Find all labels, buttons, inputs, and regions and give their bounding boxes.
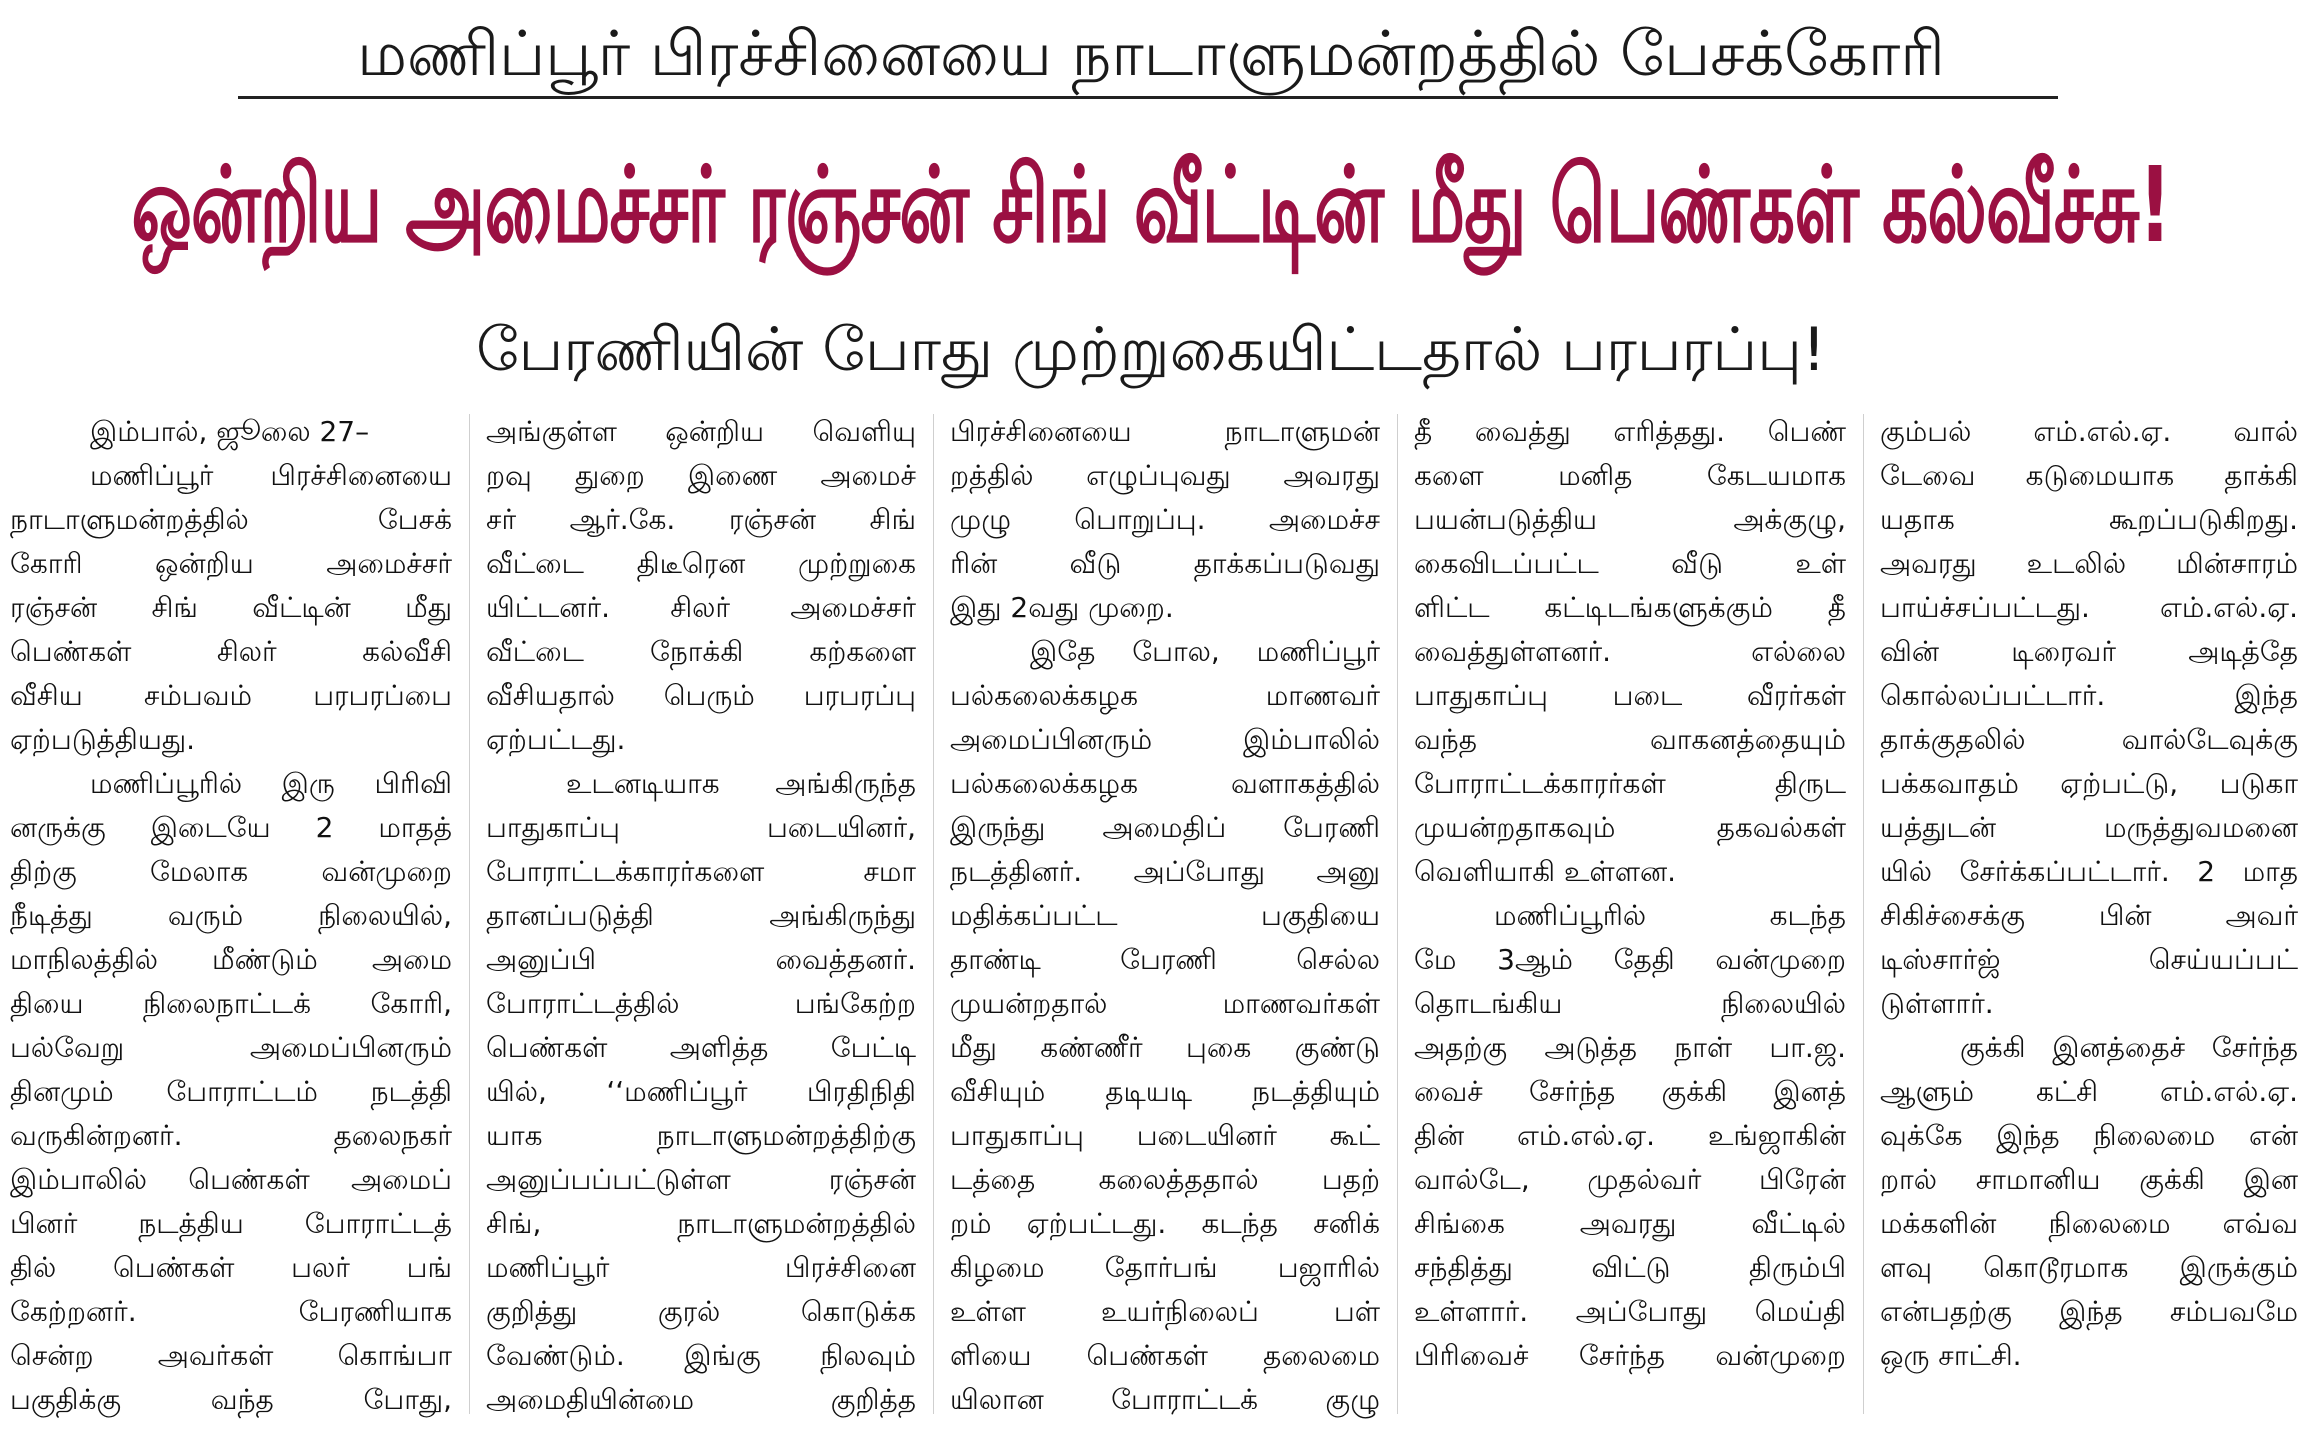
article-line: ளிட்ட கட்டிடங்களுக்கும் தீ [1414,591,1846,624]
article-line: மதிக்கப்பட்ட பகுதியை [950,899,1380,932]
article-line: யிலான போராட்டக் குழு [950,1383,1380,1416]
article-line: வைத்துள்ளனர். எல்லை [1414,635,1846,668]
article-line: நாடாளுமன்றத்தில் பேசக் [10,503,452,536]
article-line: போராட்டக்காரர்களை சமா [486,855,916,888]
article-line: டத்தை கலைத்ததால் பதற் [950,1163,1380,1196]
article-line: பக்கவாதம் ஏற்பட்டு, படுகா [1880,767,2298,800]
column-divider [933,414,934,1414]
article-line: கேற்றனர். பேரணியாக [10,1295,452,1328]
article-line: ஒரு சாட்சி. [1880,1339,2022,1372]
article-line: யத்துடன் மருத்துவமனை [1880,811,2298,844]
column-divider [1397,414,1398,1414]
article-line: உடனடியாக அங்கிருந்த [566,767,916,800]
article-line: டிஸ்சார்ஜ் செய்யப்பட் [1880,943,2298,976]
article-line: றத்தில் எழுப்புவது அவரது [950,459,1380,492]
article-line: அனுப்பப்பட்டுள்ள ரஞ்சன் [486,1163,916,1196]
article-line: கும்பல் எம்.எல்.ஏ. வால் [1880,415,2298,448]
article-line: வெளியாகி உள்ளன. [1414,855,1677,888]
article-line: பிரச்சினையை நாடாளுமன் [950,415,1380,448]
article-line: வீசியதால் பெரும் பரபரப்பு [486,679,916,712]
article-line: யில் சேர்க்கப்பட்டார். 2 மாத [1880,855,2298,888]
article-line: யிட்டனர். சிலர் அமைச்சர் [486,591,916,624]
article-line: பல்வேறு அமைப்பினரும் [10,1031,452,1064]
article-line: சிங், நாடாளுமன்றத்தில் [486,1207,916,1240]
article-line: பகுதிக்கு வந்த போது, [10,1383,452,1416]
article-line: தின் எம்.எல்.ஏ. உங்ஜாகின் [1414,1119,1846,1152]
article-line: ஆளும் கட்சி எம்.எல்.ஏ. [1880,1075,2298,1108]
article-line: ளியை பெண்கள் தலைமை [950,1339,1380,1372]
article-line: சென்ற அவர்கள் கொங்பா [10,1339,452,1372]
article-line: போராட்டத்தில் பங்கேற்ற [486,987,916,1020]
article-line: ரஞ்சன் சிங் வீட்டின் மீது [10,591,452,624]
article-line: அமைப்பினரும் இம்பாலில் [950,723,1380,756]
article-line: வால்டே, முதல்வர் பிரேன் [1414,1163,1846,1196]
article-column-1 [10,410,452,1424]
article-line: ளவு கொடூரமாக இருக்கும் [1880,1251,2298,1284]
article-line: மே 3ஆம் தேதி வன்முறை [1414,943,1846,976]
article-line: குறித்து குரல் கொடுக்க [486,1295,916,1328]
article-line: மணிப்பூரில் கடந்த [1494,899,1846,932]
article-line: ஏற்படுத்தியது. [10,723,196,756]
article-line: பினர் நடத்திய போராட்டத் [10,1207,452,1240]
article-line: மணிப்பூர் பிரச்சினை [486,1251,916,1284]
article-line: பெண்கள் அளித்த பேட்டி [486,1031,916,1064]
main-headline: ஒன்றிய அமைச்சர் ரஞ்சன் சிங் வீட்டின் மீது பெண்கள் கல்வீச்சு! [131,144,2171,266]
article-line: தாக்குதலில் வால்டேவுக்கு [1880,723,2298,756]
article-line: உள்ள உயர்நிலைப் பள் [950,1295,1380,1328]
article-line: சந்தித்து விட்டு திரும்பி [1414,1251,1846,1284]
article-line: கைவிடப்பட்ட வீடு உள் [1414,547,1846,580]
article-line: குக்கி இனத்தைச் சேர்ந்த [1960,1031,2298,1064]
article-line: பிரிவைச் சேர்ந்த வன்முறை [1414,1339,1846,1372]
article-line: டேவை கடுமையாக தாக்கி [1880,459,2298,492]
article-line: நீடித்து வரும் நிலையில், [10,899,452,932]
article-line: போராட்டக்காரர்கள் திருட [1414,767,1846,800]
article-line: இது 2வது முறை. [950,591,1174,624]
column-divider [469,414,470,1414]
article-line: றம் ஏற்பட்டது. கடந்த சனிக் [950,1207,1380,1240]
article-line: கொல்லப்பட்டார். இந்த [1880,679,2298,712]
article-line: தானப்படுத்தி அங்கிருந்து [486,899,916,932]
article-line: வந்த வாகனத்தையும் [1414,723,1846,756]
article-line: நடத்தினர். அப்போது அனு [950,855,1380,888]
article-line: பல்கலைக்கழக மாணவர் [950,679,1380,712]
article-line: சிங்கை அவரது வீட்டில் [1414,1207,1846,1240]
article-line: சர் ஆர்.கே. ரஞ்சன் சிங் [486,503,916,536]
article-line: தில் பெண்கள் பலர் பங் [10,1251,452,1284]
article-line: கிழமை தோர்பங் பஜாரில் [950,1251,1380,1284]
article-line: சிகிச்சைக்கு பின் அவர் [1880,899,2298,932]
article-line: வீட்டை நோக்கி கற்களை [486,635,916,668]
article-line: வருகின்றனர். தலைநகர் [10,1119,452,1152]
article-line: முழு பொறுப்பு. அமைச்ச [950,503,1380,536]
column-divider [1863,414,1864,1414]
article-line: வைச் சேர்ந்த குக்கி இனத் [1414,1075,1846,1108]
article-line: பாய்ச்சப்பட்டது. எம்.எல்.ஏ. [1880,591,2298,624]
article-line: யில், ‘‘மணிப்பூர் பிரதிநிதி [486,1075,916,1108]
article-line: தினமும் போராட்டம் நடத்தி [10,1075,452,1108]
article-line: மீது கண்ணீர் புகை குண்டு [950,1031,1380,1064]
article-line: அங்குள்ள ஒன்றிய வெளியு [486,415,916,448]
article-line: டுள்ளார். [1880,987,1994,1020]
article-line: அமைதியின்மை குறித்த [486,1383,916,1416]
article-line: பாதுகாப்பு படையினர் கூட் [950,1119,1380,1152]
article-line: அனுப்பி வைத்தனர். [486,943,916,976]
article-line: கோரி ஒன்றிய அமைச்சர் [10,547,452,580]
article-line: வின் டிரைவர் அடித்தே [1880,635,2298,668]
article-line: மக்களின் நிலைமை எவ்வ [1880,1207,2298,1240]
article-column-4 [1414,410,1846,1424]
article-line: இதே போல, மணிப்பூர் [1030,635,1380,668]
article-line: திற்கு மேலாக வன்முறை [10,855,452,888]
article-line: மணிப்பூர் பிரச்சினையை [90,459,452,492]
article-line: வுக்கே இந்த நிலைமை என் [1880,1119,2298,1152]
article-column-5 [1880,410,2298,1424]
article-column-3 [950,410,1380,1424]
article-line: என்பதற்கு இந்த சம்பவமே [1880,1295,2298,1328]
article-line: வேண்டும். இங்கு நிலவும் [486,1339,916,1372]
sub-headline: பேரணியின் போது முற்றுகையிட்டதால் பரபரப்பு! [476,315,1826,385]
article-body [10,410,2300,1424]
article-line: தாண்டி பேரணி செல்ல [950,943,1380,976]
article-line: தியை நிலைநாட்டக் கோரி, [10,987,452,1020]
article-line: அவரது உடலில் மின்சாரம் [1880,547,2298,580]
article-line: மணிப்பூரில் இரு பிரிவி [90,767,452,800]
article-line: பல்கலைக்கழக வளாகத்தில் [950,767,1380,800]
article-line: ரின் வீடு தாக்கப்படுவது [950,547,1380,580]
kicker-headline: மணிப்பூர் பிரச்சினையை நாடாளுமன்றத்தில் பேசக்கோரி [357,17,1945,90]
article-line: இம்பாலில் பெண்கள் அமைப் [10,1163,452,1196]
article-line: தொடங்கிய நிலையில் [1414,987,1846,1020]
article-line: இருந்து அமைதிப் பேரணி [950,811,1380,844]
article-line: பெண்கள் சிலர் கல்வீசி [10,635,452,668]
article-line: இம்பால், ஜூலை 27– [90,415,370,448]
article-line: வீட்டை திடீரென முற்றுகை [486,547,916,580]
article-line: யதாக கூறப்படுகிறது. [1880,503,2298,536]
article-line: முயன்றதாகவும் தகவல்கள் [1414,811,1846,844]
article-line: றவு துறை இணை அமைச் [486,459,916,492]
article-line: பாதுகாப்பு படை வீரர்கள் [1414,679,1846,712]
article-line: தீ வைத்து எரித்தது. பெண் [1414,415,1846,448]
article-line: யாக நாடாளுமன்றத்திற்கு [486,1119,916,1152]
article-line: வீசிய சம்பவம் பரபரப்பை [10,679,452,712]
article-line: ஏற்பட்டது. [486,723,626,756]
article-line: களை மனித கேடயமாக [1414,459,1846,492]
article-column-2 [486,410,916,1424]
article-line: றால் சாமானிய குக்கி இன [1880,1163,2298,1196]
article-line: முயன்றதால் மாணவர்கள் [950,987,1380,1020]
article-line: மாநிலத்தில் மீண்டும் அமை [10,943,452,976]
article-line: அதற்கு அடுத்த நாள் பா.ஜ. [1414,1031,1846,1064]
article-line: உள்ளார். அப்போது மெய்தி [1414,1295,1846,1328]
article-line: வீசியும் தடியடி நடத்தியும் [950,1075,1380,1108]
article-line: னருக்கு இடையே 2 மாதத் [10,811,452,844]
article-line: பயன்படுத்திய அக்குழு, [1414,503,1846,536]
article-line: பாதுகாப்பு படையினர், [486,811,916,844]
